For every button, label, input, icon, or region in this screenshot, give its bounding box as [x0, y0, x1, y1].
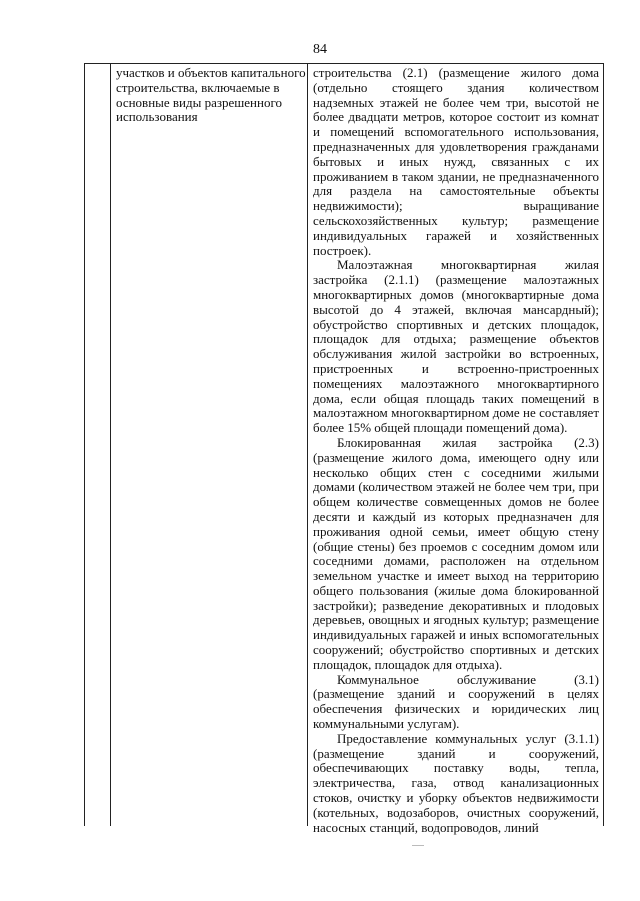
column-divider — [110, 64, 111, 826]
paragraph-utility-services: Коммунальное обслуживание (3.1) (размещение зданий и сооружений в целях обеспечения физических и юридических лиц коммунальными услугам). — [313, 671, 599, 732]
paragraph-utility-provision: Предоставление коммунальных услуг (3.1.1) (размещение зданий и сооружений, обеспечивающих поставку воды, тепла, электричества, газа, отвод канализационных стоков, очистку и уборку объектов недвижимости (котельных, водозаборов, очистных сооружений, насосных станций, водопроводов, линий — [313, 730, 599, 835]
permitted-use-description-cell — [313, 66, 599, 835]
regulations-table — [84, 63, 604, 835]
scan-mark — [412, 845, 424, 846]
paragraph-blocked-housing: Блокированная жилая застройка (2.3) (размещение жилого дома, имеющего одну или несколько общих стен с соседними жилыми домами (количеством этажей не более чем три, при общем количестве совмещенных домов не более десяти и каждый из которых предназначен для проживания одной семьи, имеет общую стену (общие стены) без проемов с соседним домом или соседними домами, расположен на отдельном земельном участке и имеет выход на территорию общего пользования (жилые дома блокированной застройки); разведение декоративных и плодовых деревьев, овощных и ягодных культур; размещение индивидуальных гаражей и иных вспомогательных сооружений; обустройство спортивных и детских площадок, площадок для отдыха). — [313, 434, 599, 672]
page-number: 84 — [313, 42, 327, 57]
land-use-category-cell — [116, 66, 306, 125]
land-use-category-text: участков и объектов капитального строительства, включаемые в основные виды разрешенного использования — [116, 65, 306, 125]
paragraph-individual-housing: строительства (2.1) (размещение жилого дома (отдельно стоящего здания количеством надземных этажей не более чем три, высотой не более двадцати метров, которое состоит из комнат и помещений вспомогательного использования, предназначенных для удовлетворения гражданами бытовых и иных нужд, связанных с их проживанием в таком здании, не предназначенного для раздела на самостоятельные объекты недвижимости); выращивание сельскохозяйственных культур; размещение индивидуальных гаражей и хозяйственных построек). — [313, 65, 599, 258]
paragraph-lowrise-apartments: Малоэтажная многоквартирная жилая застройка (2.1.1) (размещение малоэтажных многоквартирных домов (многоквартирные дома высотой до 4 этажей, включая мансардный); обустройство спортивных и детских площадок, площадок для отдыха; размещение объектов обслуживания жилой застройки во встроенных, пристроенных и встроенно-пристроенных помещениях малоэтажного многоквартирного дома, если общая площадь таких помещений в малоэтажном многоквартирном доме не составляет более 15% общей площади помещений дома). — [313, 257, 599, 436]
column-divider — [307, 64, 308, 826]
